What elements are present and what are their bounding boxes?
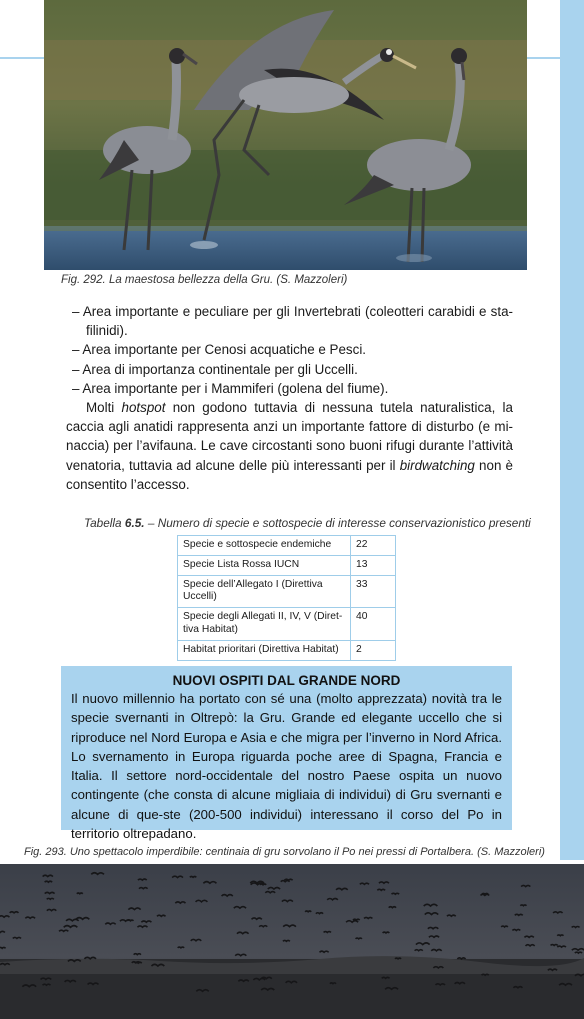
flying-crane-icon bbox=[524, 936, 533, 937]
crane-photo bbox=[44, 0, 527, 270]
table-caption-number: 6.5. bbox=[124, 516, 145, 530]
flying-crane-icon bbox=[447, 915, 456, 916]
flying-crane-icon bbox=[521, 885, 530, 886]
table-cell-label: Specie Lista Rossa IUCN bbox=[178, 555, 351, 575]
figure-293-caption: Fig. 293. Uno spettacolo imperdibile: centinaia di gru sorvolano il Po nei pressi di Portalbera. (S. Mazzoleri) bbox=[24, 846, 545, 858]
species-table bbox=[177, 535, 396, 661]
flying-crane-icon bbox=[512, 929, 520, 930]
flying-crane-icon bbox=[10, 912, 19, 913]
flying-crane-icon bbox=[138, 879, 147, 880]
flying-crane-icon bbox=[548, 969, 557, 970]
flying-crane-icon bbox=[433, 967, 443, 968]
page-edge-bar bbox=[560, 0, 584, 860]
flying-crane-icon bbox=[515, 914, 523, 915]
flying-crane-icon bbox=[190, 876, 196, 877]
table-cell-value: 40 bbox=[351, 608, 396, 641]
flying-crane-icon bbox=[572, 926, 580, 927]
flying-crane-icon bbox=[389, 907, 396, 908]
table-cell-value: 22 bbox=[351, 536, 396, 556]
crane-flock-photo bbox=[0, 864, 584, 1019]
flying-crane-icon bbox=[45, 881, 52, 882]
table-row bbox=[178, 640, 396, 660]
table-cell-value: 13 bbox=[351, 555, 396, 575]
flying-crane-icon bbox=[457, 958, 465, 959]
flying-crane-icon bbox=[551, 945, 558, 946]
header-rule-right bbox=[527, 57, 561, 59]
paragraph-emphasis-birdwatching: birdwatching bbox=[399, 457, 475, 473]
list-item-uccelli: – Area di importanza continentale per gli Uccelli. bbox=[72, 361, 358, 377]
table-cell-label: Specie degli Allegati II, IV, V (Diret-tiva Habitat) bbox=[178, 608, 351, 641]
flying-crane-icon bbox=[139, 888, 148, 889]
flying-crane-icon bbox=[25, 917, 35, 918]
table-caption-text: – Numero di specie e sottospecie di interesse conservazionistico presenti bbox=[144, 516, 531, 530]
flying-crane-icon bbox=[383, 932, 390, 933]
flying-crane-icon bbox=[281, 881, 290, 882]
table-caption-prefix: Tabella bbox=[84, 516, 125, 530]
flying-crane-icon bbox=[379, 882, 389, 883]
flying-crane-icon bbox=[259, 926, 267, 927]
flying-crane-icon bbox=[364, 917, 372, 918]
list-item-invertebrati: – Area importante e peculiare per gli Invertebrati (coleotteri carabidi e sta-filinidi). bbox=[72, 304, 513, 339]
crane-flock-illustration bbox=[0, 864, 584, 1019]
paragraph-emphasis-hotspot: hotspot bbox=[121, 400, 166, 416]
flying-crane-icon bbox=[134, 954, 141, 955]
flying-crane-icon bbox=[43, 984, 51, 985]
flying-crane-icon bbox=[557, 946, 566, 947]
table-caption bbox=[84, 516, 531, 530]
table-row bbox=[178, 608, 396, 641]
table-cell-value: 2 bbox=[351, 640, 396, 660]
flying-crane-icon bbox=[501, 926, 508, 927]
table-cell-label: Specie e sottospecie endemiche bbox=[178, 536, 351, 556]
flying-crane-icon bbox=[59, 930, 68, 931]
list-item-mammiferi: – Area importante per i Mammiferi (golena del fiume). bbox=[72, 380, 389, 396]
flying-crane-icon bbox=[141, 921, 151, 922]
flying-crane-icon bbox=[330, 983, 336, 984]
flying-crane-icon bbox=[13, 937, 21, 938]
table-row bbox=[178, 575, 396, 608]
flying-crane-icon bbox=[283, 940, 290, 941]
flying-crane-icon bbox=[392, 893, 400, 894]
flying-crane-icon bbox=[356, 938, 362, 939]
flying-crane-icon bbox=[360, 883, 369, 884]
paragraph-text-3: non è consentito l’accesso. bbox=[66, 457, 513, 492]
flying-crane-icon bbox=[435, 984, 445, 985]
body-text bbox=[66, 302, 513, 494]
flying-crane-icon bbox=[137, 926, 147, 927]
flying-crane-icon bbox=[520, 905, 526, 906]
paragraph-text-2: non godono tuttavia di nessuna tutela naturalistica, la caccia agli anatidi rappresenta anzi un importante fattore di disturbo (e mi-naccia) per l’avifauna. Le cave circostanti sono buoni rifugi durante l’attività venatoria, tuttavia ad alcune delle più interessanti per il bbox=[66, 400, 513, 473]
flying-crane-icon bbox=[482, 974, 489, 975]
hotspot-paragraph bbox=[66, 398, 513, 494]
flying-crane-icon bbox=[265, 892, 275, 893]
flying-crane-icon bbox=[415, 950, 423, 951]
table-cell-label: Habitat prioritari (Direttiva Habitat) bbox=[178, 640, 351, 660]
info-box bbox=[61, 666, 512, 842]
flying-crane-icon bbox=[526, 945, 535, 946]
flying-crane-icon bbox=[353, 919, 360, 920]
flying-crane-icon bbox=[77, 893, 83, 894]
flying-crane-icon bbox=[305, 911, 311, 912]
flying-crane-icon bbox=[395, 958, 401, 959]
flying-crane-icon bbox=[45, 892, 55, 893]
flying-crane-icon bbox=[557, 935, 563, 936]
flying-crane-icon bbox=[0, 948, 6, 949]
flying-crane-icon bbox=[324, 932, 331, 933]
flying-crane-icon bbox=[382, 977, 390, 978]
flying-crane-icon bbox=[575, 952, 582, 953]
flying-crane-icon bbox=[316, 913, 323, 914]
flying-crane-icon bbox=[553, 912, 563, 913]
flying-crane-icon bbox=[157, 915, 166, 916]
flying-crane-icon bbox=[47, 909, 56, 910]
paragraph-text-1: Molti bbox=[86, 400, 122, 416]
flying-crane-icon bbox=[320, 951, 329, 952]
flying-crane-icon bbox=[480, 894, 489, 895]
flying-crane-icon bbox=[132, 962, 140, 963]
flying-crane-icon bbox=[178, 947, 185, 948]
table-cell-label: Specie dell’Allegato I (Direttiva Uccelli) bbox=[178, 575, 351, 608]
info-box-text: Il nuovo millennio ha portato con sé una (molto apprezzata) novità tra le specie svernanti in Oltrepò: la Gru. Grande ed elegante uccello che si riproduce nel Nord Europa e Asia e che migra per l’inverno in Nord Africa. Lo svernamento in Europa riguarda poche aree di Spagna, Francia e Italia. Il settore nord-occidentale del nostro Paese ospita un nuovo contingente (che consta di alcune migliaia di individui) di Gru svernanti e alcune di que-ste (200-500 individui) interessano il corso del Po in territorio oltrepadano. bbox=[71, 691, 502, 842]
flying-crane-icon bbox=[377, 889, 385, 890]
table-row bbox=[178, 536, 396, 556]
table-cell-value: 33 bbox=[351, 575, 396, 608]
flying-crane-icon bbox=[513, 987, 522, 988]
table-row bbox=[178, 555, 396, 575]
list-item-cenosi: – Area importante per Cenosi acquatiche e Pesci. bbox=[72, 342, 367, 358]
flying-crane-icon bbox=[127, 920, 133, 921]
crane-illustration bbox=[44, 0, 527, 270]
info-box-title: NUOVI OSPITI DAL GRANDE NORD bbox=[172, 673, 401, 688]
header-rule-left bbox=[0, 57, 44, 59]
flying-crane-icon bbox=[0, 964, 10, 965]
flying-crane-icon bbox=[47, 898, 54, 899]
figure-292-caption: Fig. 292. La maestosa bellezza della Gru. (S. Mazzoleri) bbox=[61, 274, 348, 286]
